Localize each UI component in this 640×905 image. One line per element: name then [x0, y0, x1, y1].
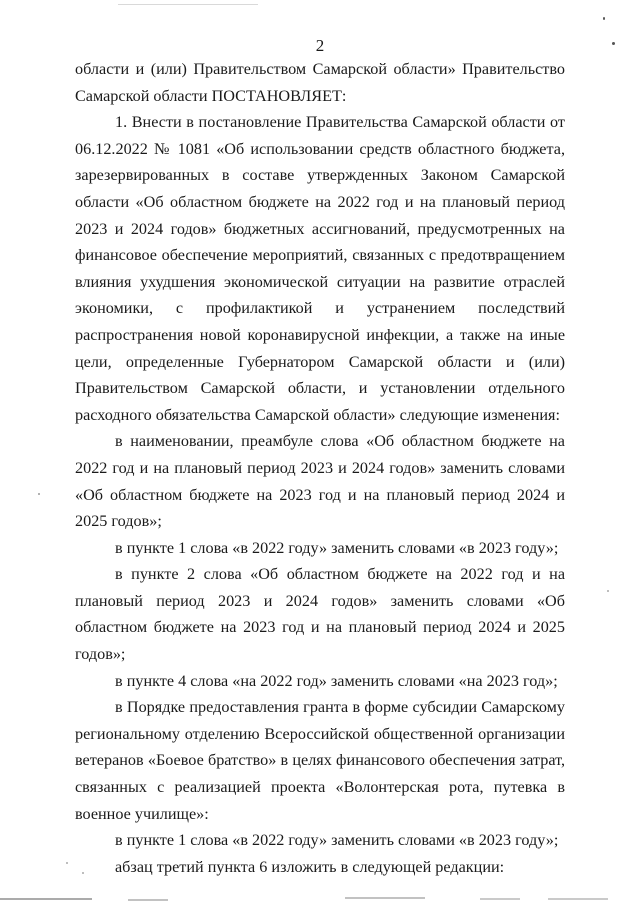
- paragraph-point-1-change: в пункте 1 слова «в 2022 году» заменить словами «в 2023 году»;: [115, 538, 559, 557]
- paragraph-grant-point-1: в пункте 1 слова «в 2022 году» заменить словами «в 2023 году»;: [115, 831, 559, 850]
- paragraph-title-change: в наименовании, преамбуле слова «Об областном бюджете на 2022 год и на плановый период 2023 и 2024 годов» заменить словами «Об областном бюджете на 2023 год и на плановый период 2024 и 2025 годов»;: [75, 432, 565, 531]
- scan-artifact-speck: [66, 862, 68, 864]
- scan-artifact-bottom-line: [480, 898, 520, 900]
- paragraph-item-1: 1. Внести в постановление Правительства Самарской области от 06.12.2022 № 1081 «Об использовании средств областного бюджета, зарезервированных в составе утвержденных Законом Самарской области «Об областном бюджете на 2022 год и на плановый период 2023 и 2024 годов» бюджетных ассигнований, предусмотренных на финансовое обеспечение мероприятий, связанных с предотвращением влияния ухудшения экономической ситуации на развитие отраслей экономики, с профилактикой и устранением последствий распространения новой коронавирусной инфекции, а также на иные цели, определенные Губернатором Самарской области и (или) Правительством Самарской области, и установлении отдельного расходного обязательства Самарской области» следующие изменения:: [75, 113, 565, 424]
- paragraph-grant-point-6: абзац третий пункта 6 изложить в следующей редакции:: [115, 857, 505, 876]
- scan-artifact-speck: [612, 42, 615, 45]
- paragraph-continuation: области и (или) Правительством Самарской области» Правительство Самарской области ПОСТАНОВЛЯЕТ:: [75, 60, 565, 105]
- paragraph-point-2-change: в пункте 2 слова «Об областном бюджете на 2022 год и на плановый период 2023 и 2024 годов» заменить словами «Об областном бюджете на 2023 год и на плановый период 2024 и 2025 годов»;: [75, 565, 565, 664]
- scan-artifact-speck: [603, 17, 605, 20]
- page-number: 2: [315, 36, 325, 55]
- scan-artifact-speck: [82, 872, 84, 874]
- scan-artifact-speck: [38, 493, 40, 495]
- scan-artifact-bottom-line: [128, 899, 168, 901]
- scan-artifact-speck: [607, 590, 609, 592]
- document-body: [75, 56, 565, 880]
- paragraph-point-4-change: в пункте 4 слова «на 2022 год» заменить словами «на 2023 год»;: [115, 671, 558, 690]
- scan-artifact-bottom-line: [548, 898, 608, 900]
- scan-artifact-top-line: [118, 4, 258, 5]
- scan-artifact-bottom-line: [345, 897, 425, 899]
- paragraph-grant-order: в Порядке предоставления гранта в форме субсидии Самарскому региональному отделению Всероссийской общественной организации ветеранов «Боевое братство» в целях финансового обеспечения затрат, связанных с реализацией проекта «Волонтерская рота, путевка в военное училище»:: [75, 698, 565, 823]
- scan-artifact-bottom-line: [0, 898, 92, 900]
